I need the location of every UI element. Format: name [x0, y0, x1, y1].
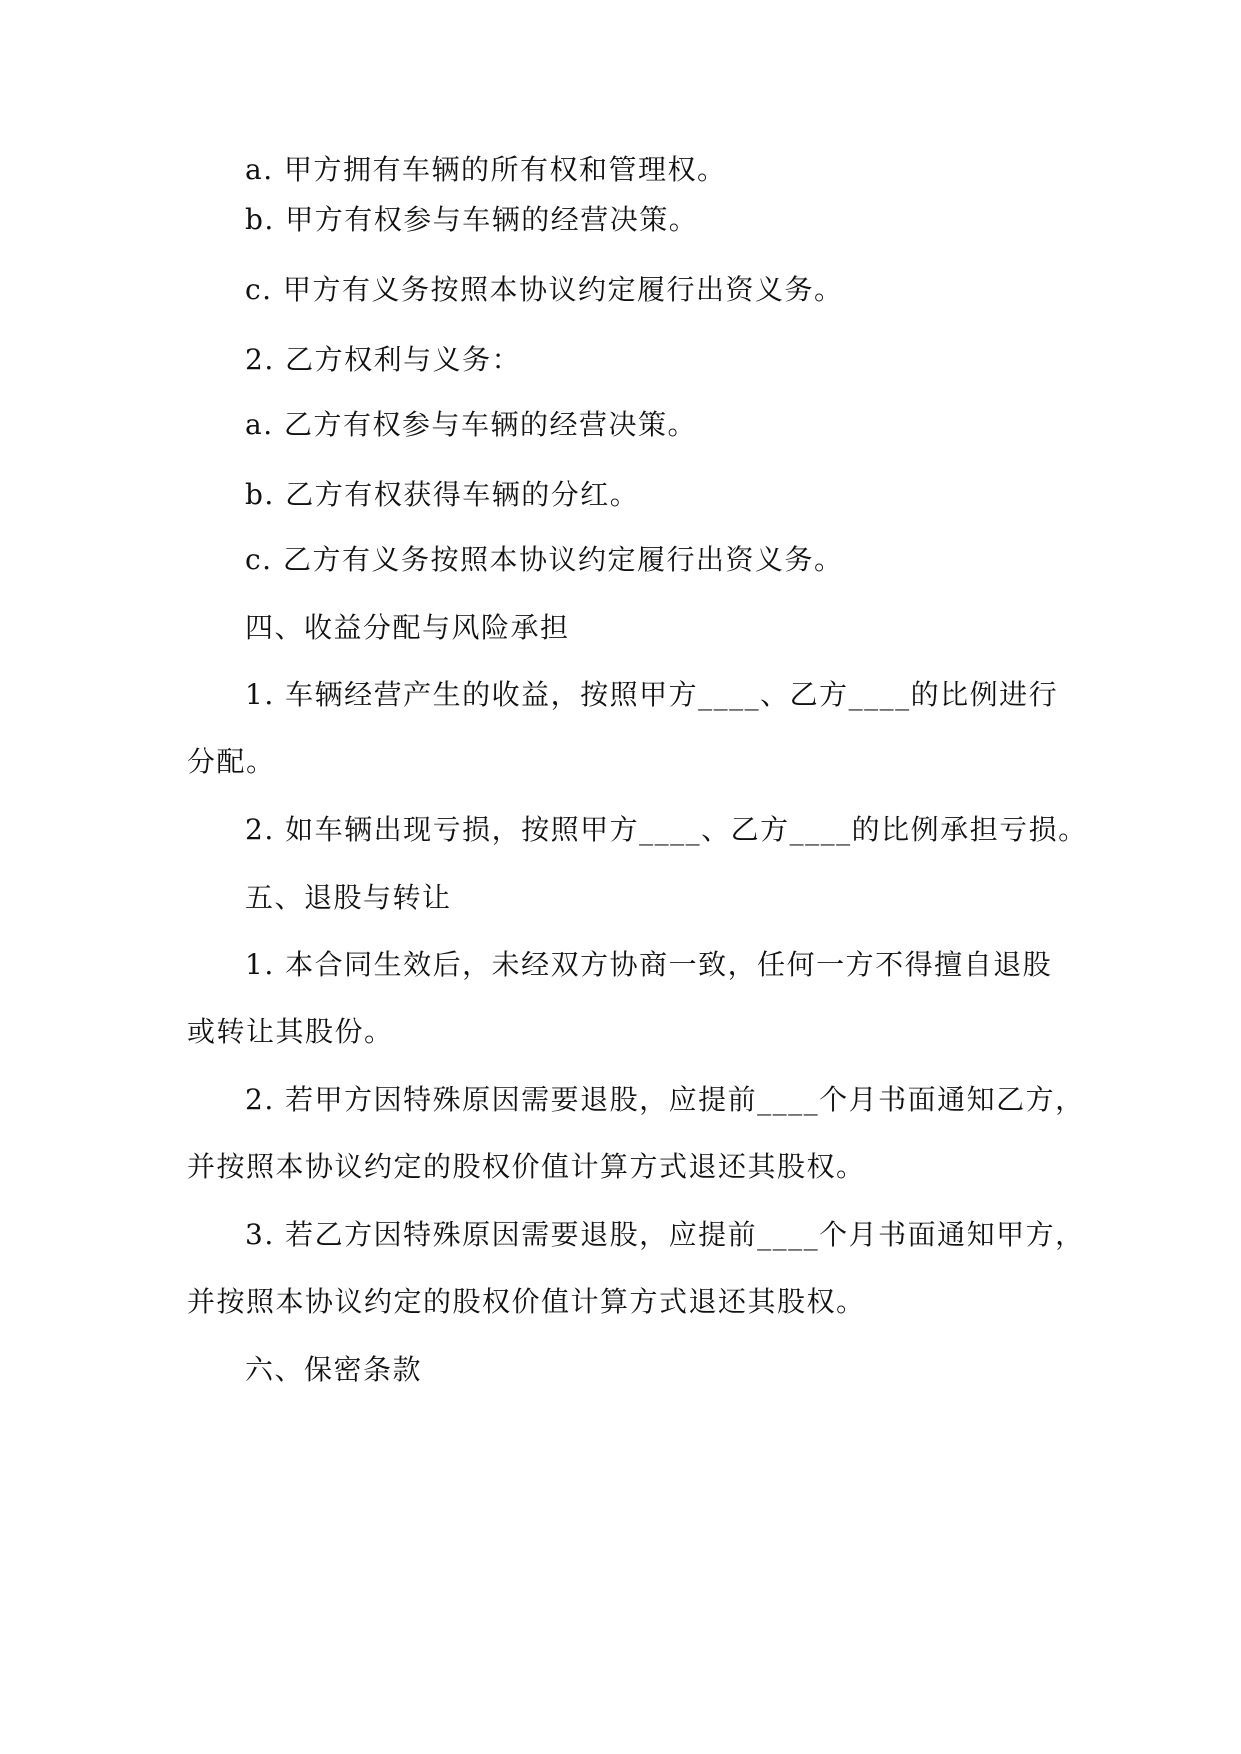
text-line: 或转让其股份。	[187, 1015, 394, 1048]
text-line: 1. 本合同生效后，未经双方协商一致，任何一方不得擅自退股	[245, 948, 1053, 981]
text-line: 2. 如车辆出现亏损，按照甲方____、乙方____的比例承担亏损。	[245, 813, 1088, 846]
section-heading: 四、收益分配与风险承担	[245, 611, 570, 644]
section-heading: 五、退股与转让	[245, 881, 452, 914]
text-line: b. 甲方有权参与车辆的经营决策。	[245, 203, 699, 236]
text-line: b. 乙方有权获得车辆的分红。	[245, 478, 640, 511]
text-line: 并按照本协议约定的股权价值计算方式退还其股权。	[187, 1150, 866, 1183]
text-line: 3. 若乙方因特殊原因需要退股，应提前____个月书面通知甲方，	[245, 1218, 1085, 1251]
section-heading: 六、保密条款	[245, 1353, 423, 1386]
text-line: a. 甲方拥有车辆的所有权和管理权。	[245, 153, 727, 186]
text-line: c. 乙方有义务按照本协议约定履行出资义务。	[245, 543, 844, 576]
text-line: c. 甲方有义务按照本协议约定履行出资义务。	[245, 273, 844, 306]
text-line: 1. 车辆经营产生的收益，按照甲方____、乙方____的比例进行	[245, 678, 1059, 711]
text-line: 2. 乙方权利与义务：	[245, 343, 522, 376]
text-line: 分配。	[187, 745, 276, 778]
text-line: 并按照本协议约定的股权价值计算方式退还其股权。	[187, 1285, 866, 1318]
text-line: 2. 若甲方因特殊原因需要退股，应提前____个月书面通知乙方，	[245, 1083, 1085, 1116]
text-line: a. 乙方有权参与车辆的经营决策。	[245, 408, 697, 441]
